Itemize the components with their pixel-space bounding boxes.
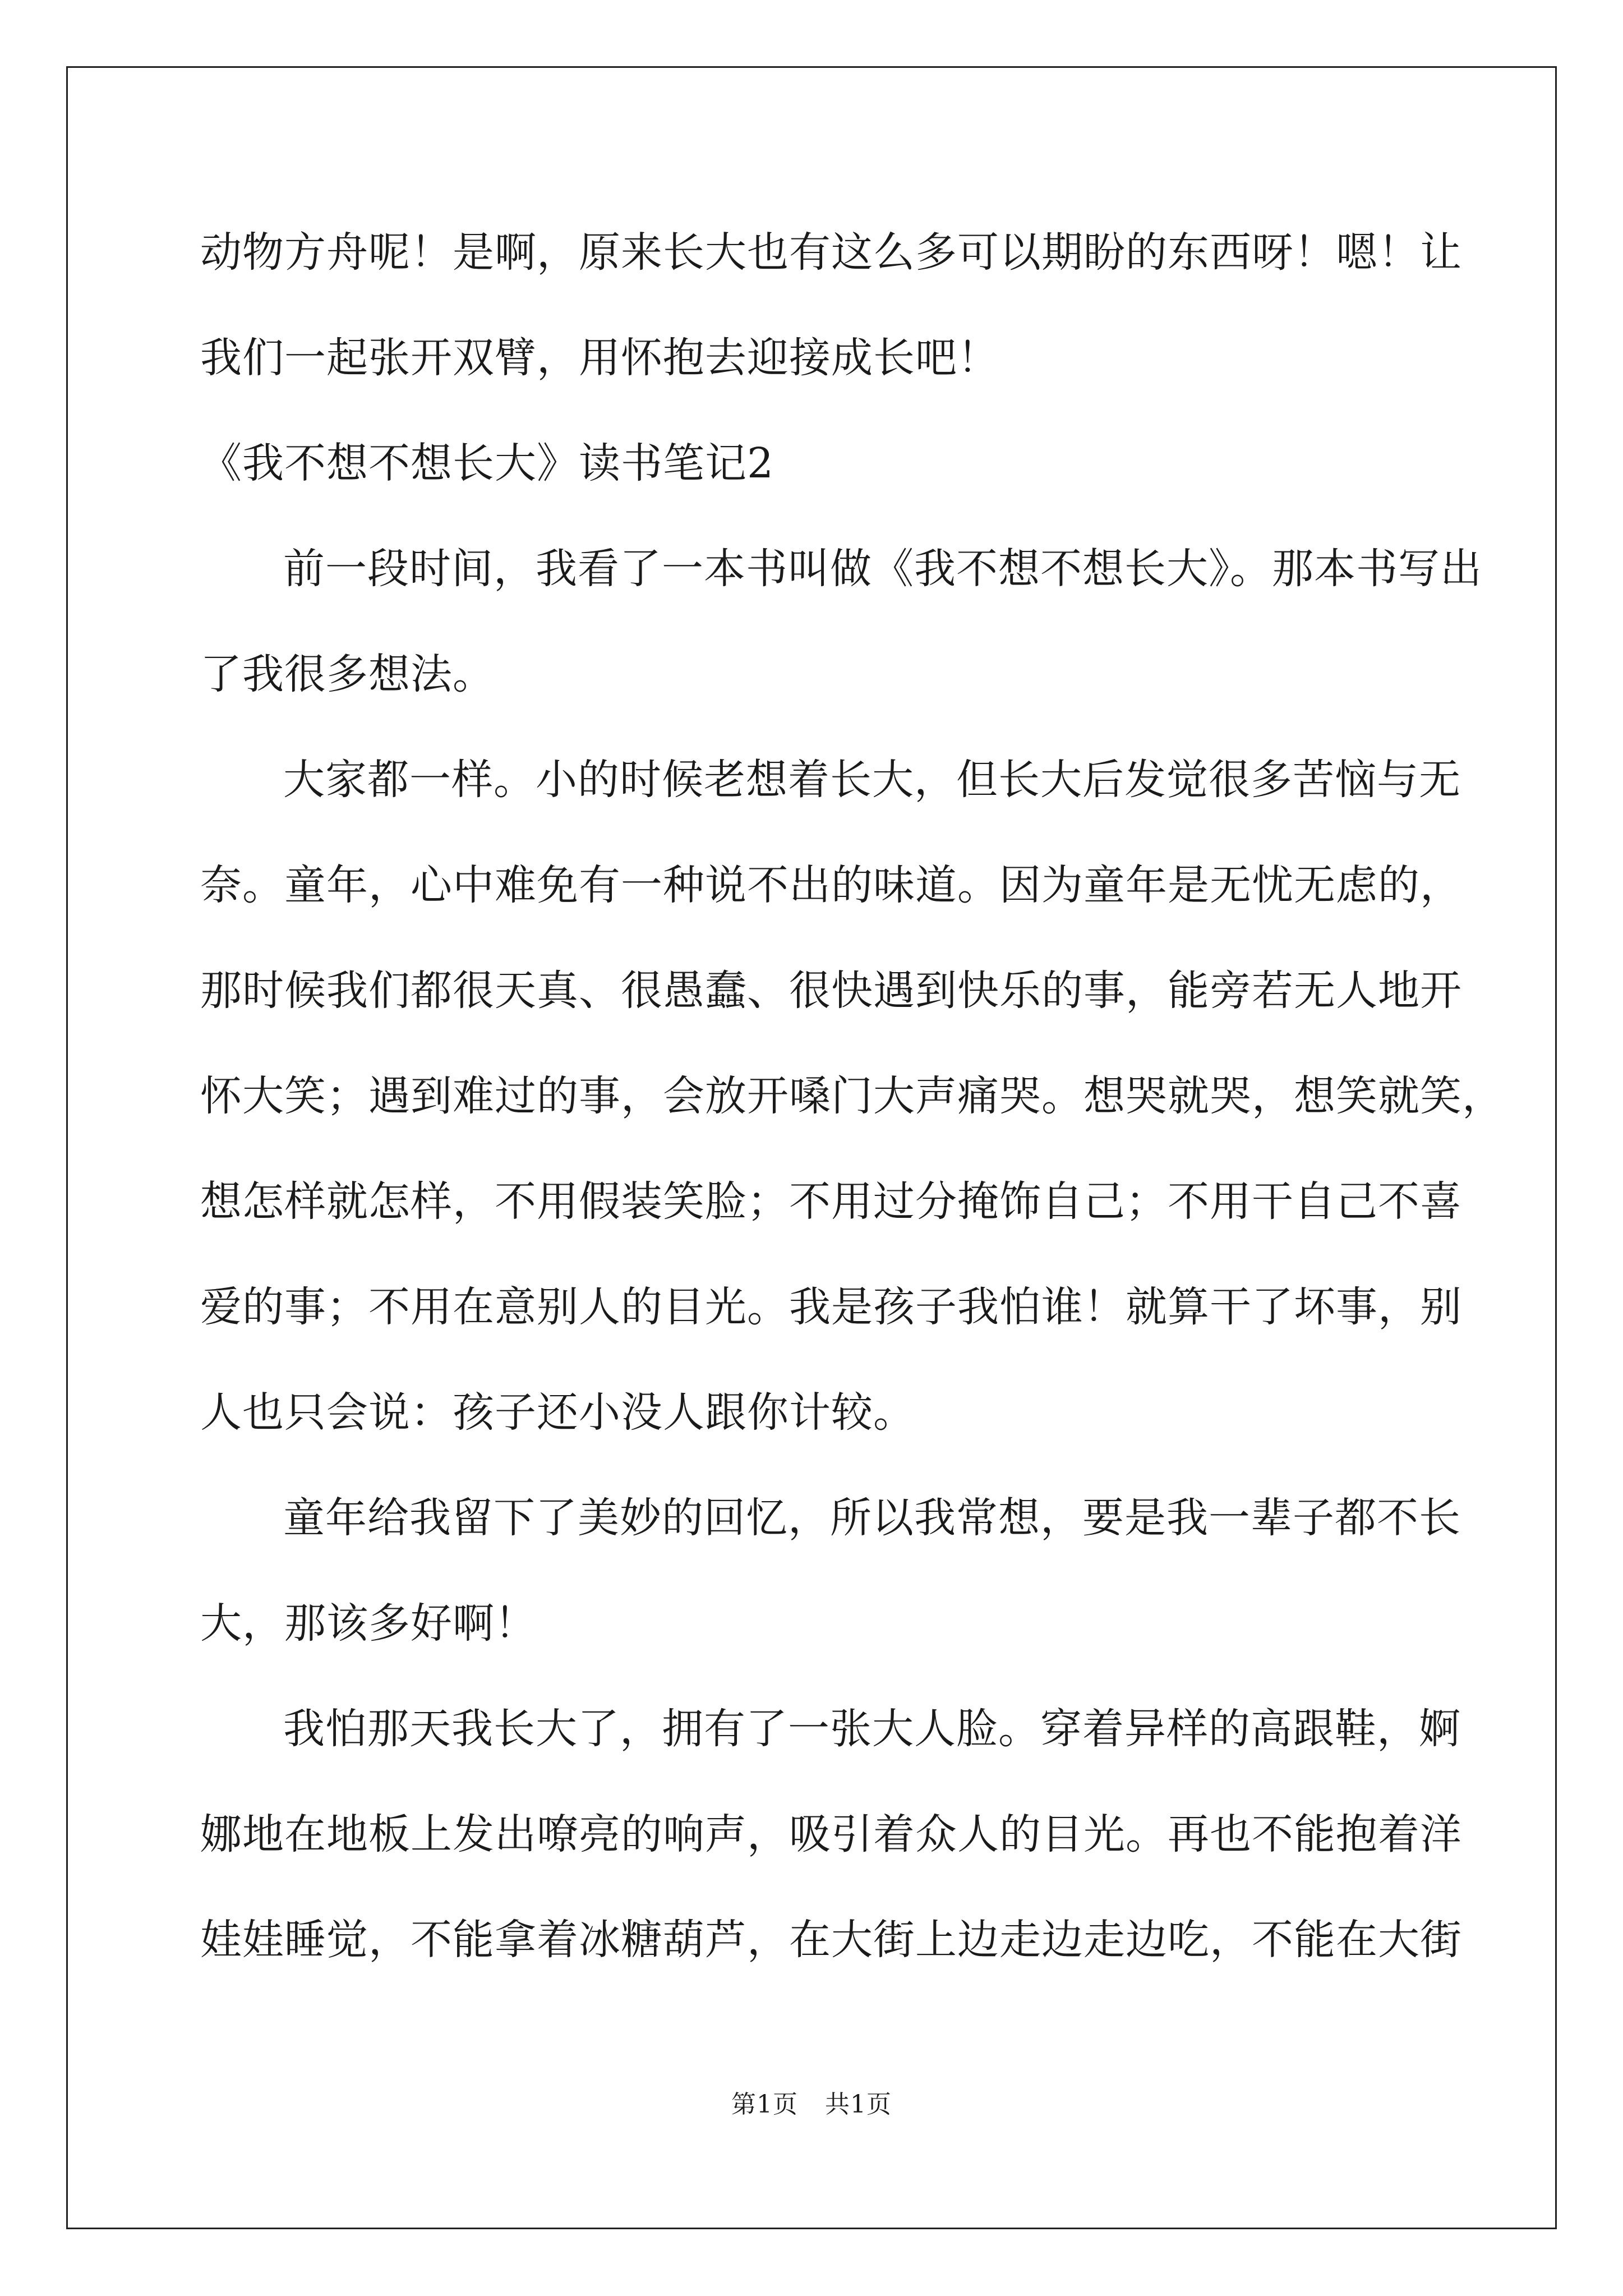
paragraph-first-line: 大家都一样。小的时候老想着长大，但长大后发觉很多苦恼与无 — [283, 756, 1461, 804]
paragraph-first-line: 前一段时间，我看了一本书叫做《我不想不想长大》。那本书写出 — [283, 545, 1482, 593]
text-line: 爱的事；不用在意别人的目光。我是孩子我怕谁！就算干了坏事，别 — [200, 1283, 1462, 1331]
text-line: 想怎样就怎样，不用假装笑脸；不用过分掩饰自己；不用干自己不喜 — [200, 1177, 1462, 1226]
text-line: 大，那该多好啊！ — [200, 1599, 537, 1648]
paragraph-first-line: 童年给我留下了美妙的回忆，所以我常想，要是我一辈子都不长 — [283, 1494, 1461, 1542]
text-line: 动物方舟呢！是啊，原来长大也有这么多可以期盼的东西呀！嗯！让 — [200, 228, 1462, 277]
text-line: 娜地在地板上发出嘹亮的响声，吸引着众人的目光。再也不能抱着洋 — [200, 1810, 1462, 1858]
text-line: 人也只会说：孩子还小没人跟你计较。 — [200, 1388, 915, 1437]
page-footer — [0, 2088, 1623, 2122]
text-line: 奈。童年，心中难免有一种说不出的味道。因为童年是无忧无虑的， — [200, 861, 1462, 909]
text-line: 怀大笑；遇到难过的事，会放开嗓门大声痛哭。想哭就哭，想笑就笑， — [200, 1072, 1504, 1120]
text-line: 娃娃睡觉，不能拿着冰糖葫芦，在大街上边走边走边吃，不能在大街 — [200, 1916, 1462, 1964]
page-number: 第1页 — [731, 2090, 798, 2119]
document-body — [200, 213, 1504, 2006]
page-total: 共1页 — [825, 2090, 892, 2119]
section-heading: 《我不想不想长大》读书笔记2 — [200, 439, 774, 487]
text-line: 我们一起张开双臂，用怀抱去迎接成长吧！ — [200, 334, 999, 382]
paragraph-first-line: 我怕那天我长大了，拥有了一张大人脸。穿着异样的高跟鞋，婀 — [283, 1705, 1461, 1753]
text-line: 了我很多想法。 — [200, 650, 495, 698]
text-line: 那时候我们都很天真、很愚蠢、很快遇到快乐的事，能旁若无人地开 — [200, 967, 1462, 1015]
